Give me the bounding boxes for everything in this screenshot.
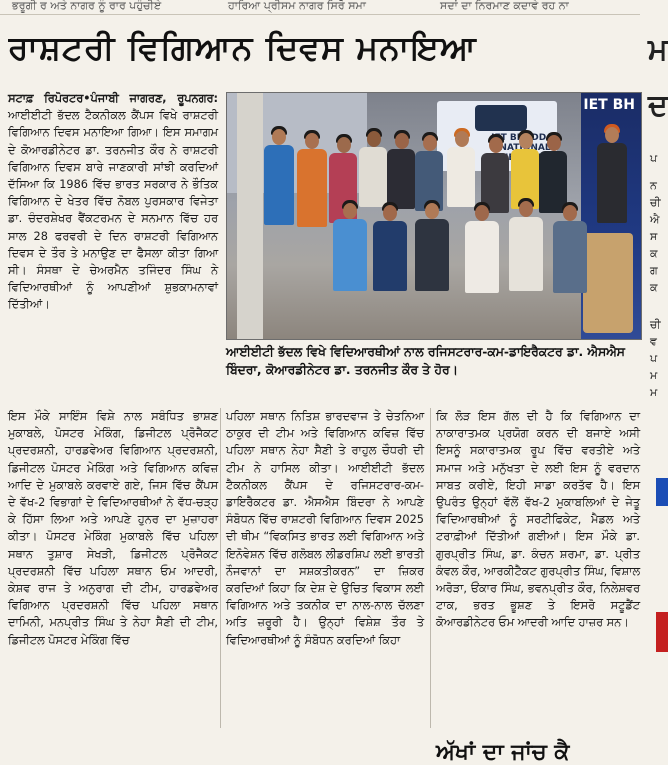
backdrop-text: IET BH xyxy=(583,97,635,113)
photo-pillar xyxy=(237,93,263,339)
fragment: ਪ xyxy=(650,152,658,165)
photo-caption: ਆਈਈਟੀ ਭੱਦਲ ਵਿਖੇ ਵਿਦਿਆਰਥੀਆਂ ਨਾਲ ਰਜਿਸਟਰਾਰ-ਕਮ-ਡਾਇਰੈਕਟਰ ਡਾ. ਐਸਐਸ ਬਿੰਦਰਾ, ਕੋਆਰਡੀਨੇਟਰ ਡਾ. ਤਰਨਜੀਤ ਕੌਰ ਤੇ ਹੋਰ। xyxy=(226,345,625,377)
adjacent-red-block xyxy=(656,612,668,652)
column-2 xyxy=(226,408,424,649)
fragment: ਸ xyxy=(650,230,658,243)
fragment: ਮ xyxy=(650,386,658,399)
column-divider xyxy=(430,408,431,728)
column-3 xyxy=(436,408,640,632)
col1-bottom-text: ਇਸ ਮੌਕੇ ਸਾਇੰਸ ਵਿਸ਼ੇ ਨਾਲ ਸਬੰਧਿਤ ਭਾਸ਼ਣ ਮੁਕਾਬਲੇ, ਪੋਸਟਰ ਮੇਕਿੰਗ, ਡਿਜੀਟਲ ਪ੍ਰੋਜੈਕਟ ਪ੍ਰਦਰਸ਼ਨੀ, ਹਾਰਡਵੇਅਰ ਵਿਗਿਆਨ ਪ੍ਰਦਰਸ਼ਨੀ, ਡਿਜੀਟਲ ਪੋਸਟਰ ਮੇਕਿੰਗ ਅਤੇ ਵਿਗਿਆਨ ਕਵਿਜ਼ ਆਦਿ ਦੇ ਮੁਕਾਬਲੇ ਕਰਵਾਏ ਗਏ, ਜਿਸ ਵਿੱਚ ਕੈਂਪਸ ਦੇ ਵੱਖ-2 ਵਿਭਾਗਾਂ ਦੇ ਵਿਦਿਆਰਥੀਆਂ ਨੇ ਵੱਧ-ਚੜ੍ਹ ਕੇ ਹਿੱਸਾ ਲਿਆ ਅਤੇ ਆਪਣੇ ਹੁਨਰ ਦਾ ਮੁਜ਼ਾਹਰਾ ਕੀਤਾ। ਪੋਸਟਰ ਮੇਕਿੰਗ ਮੁਕਾਬਲੇ ਵਿੱਚ ਪਹਿਲਾ ਸਥਾਨ ਤੁਸ਼ਾਰ ਸੇਖੜੀ, ਡਿਜੀਟਲ ਪ੍ਰੋਜੈਕਟ ਪ੍ਰਦਰਸ਼ਨੀ ਵਿੱਚ ਪਹਿਲਾ ਸਥਾਨ ਓਮ ਆਦਰੀ, ਕੇਸ਼ਵ ਰਾਜ ਤੇ ਅਨੁਰਾਗ ਦੀ ਟੀਮ, ਹਾਰਡਵੇਅਰ ਵਿਗਿਆਨ ਪ੍ਰਦਰਸ਼ਨੀ ਵਿੱਚ ਪਹਿਲਾ ਸਥਾਨ ਦਾਮਿਨੀ, ਮਨਪ੍ਰੀਤ ਸਿੰਘ ਤੇ ਨੇਹਾ ਸੈਣੀ ਦੀ ਟੀਮ, ਡਿਜੀਟਲ ਪੋਸਟਰ ਮੇਕਿੰਗ ਵਿੱਚ xyxy=(8,410,218,647)
adjacent-blue-block xyxy=(656,478,668,506)
column-1-top xyxy=(8,90,218,314)
adjacent-headline-letter-1: ਮ xyxy=(648,32,668,67)
fragment: ਚੀ xyxy=(650,318,661,331)
banner-logo-icon xyxy=(475,105,527,131)
fragment: ਐ xyxy=(650,213,660,226)
fragment: ਮ xyxy=(650,369,658,382)
top-strip-text-3: ਸਦਾਂ ਦਾ ਨਿਰਮਾਣ ਕਦਾਵੇ ਰਹ ਨਾ xyxy=(440,0,569,12)
col1-top-text: ਆਈਈਟੀ ਭੱਦਲ ਟੈਕਨੀਕਲ ਕੈਂਪਸ ਵਿਖੇ ਰਾਸ਼ਟਰੀ ਵਿਗਿਆਨ ਦਿਵਸ ਮਨਾਇਆ ਗਿਆ। ਇਸ ਸਮਾਗਮ ਦੇ ਕੋਆਰਡੀਨੇਟਰ ਡਾ. ਤਰਨਜੀਤ ਕੌਰ ਨੇ ਰਾਸ਼ਟਰੀ ਵਿਗਿਆਨ ਦਿਵਸ ਬਾਰੇ ਜਾਣਕਾਰੀ ਸਾਂਝੀ ਕਰਦਿਆਂ ਦੱਸਿਆ ਕਿ 1986 ਵਿੱਚ ਭਾਰਤ ਸਰਕਾਰ ਨੇ ਭੌਤਿਕ ਵਿਗਿਆਨ ਦੇ ਖੇਤਰ ਵਿੱਚ ਨੋਬਲ ਪੁਰਸਕਾਰ ਵਿਜੇਤਾ ਡਾ. ਚੰਦਰਸ਼ੇਖਰ ਵੈਂਕਟਰਮਨ ਦੇ ਸਨਮਾਨ ਵਿੱਚ ਹਰ ਸਾਲ 28 ਫਰਵਰੀ ਦੇ ਦਿਨ ਰਾਸ਼ਟਰੀ ਵਿਗਿਆਨ ਦਿਵਸ ਦੇ ਤੌਰ ਤੇ ਮਨਾਉਣ ਦਾ ਫੈਸਲਾ ਕੀਤਾ ਗਿਆ ਸੀ। ਸੰਸਥਾ ਦੇ ਚੇਅਰਮੈਨ ਤਜਿੰਦਰ ਸਿੰਘ ਨੇ ਵਿਦਿਆਰਥੀਆਂ ਨੂੰ ਆਪਣੀਆਂ ਸ਼ੁਭਕਾਮਨਾਵਾਂ ਦਿੱਤੀਆਂ। xyxy=(8,109,218,312)
col2-text: ਪਹਿਲਾ ਸਥਾਨ ਨਿਤਿਸ਼ ਭਾਰਦਵਾਜ ਤੇ ਚੇਤਨਿਆ ਠਾਕੁਰ ਦੀ ਟੀਮ ਅਤੇ ਵਿਗਿਆਨ ਕਵਿਜ਼ ਵਿੱਚ ਪਹਿਲਾ ਸਥਾਨ ਨੇਹਾ ਸੈਣੀ ਤੇ ਰਾਹੁਲ ਚੌਧਰੀ ਦੀ ਟੀਮ ਨੇ ਹਾਸਿਲ ਕੀਤਾ। ਆਈਈਟੀ ਭੱਦਲ ਟੈਕਨੀਕਲ ਕੈਂਪਸ ਦੇ ਰਜਿਸਟਰਾਰ-ਕਮ-ਡਾਇਰੈਕਟਰ ਡਾ. ਐਸਐਸ ਬਿੰਦਰਾ ਨੇ ਆਪਣੇ ਸੰਬੋਧਨ ਵਿੱਚ ਰਾਸ਼ਟਰੀ ਵਿਗਿਆਨ ਦਿਵਸ 2025 ਦੀ ਥੀਮ “ਵਿਕਸਿਤ ਭਾਰਤ ਲਈ ਵਿਗਿਆਨ ਅਤੇ ਇਨੋਵੇਸ਼ਨ ਵਿੱਚ ਗਲੋਬਲ ਲੀਡਰਸ਼ਿਪ ਲਈ ਭਾਰਤੀ ਨੌਜਵਾਨਾਂ ਦਾ ਸਸ਼ਕਤੀਕਰਨ” ਦਾ ਜ਼ਿਕਰ ਕਰਦਿਆਂ ਕਿਹਾ ਕਿ ਦੇਸ਼ ਦੇ ਉਚਿਤ ਵਿਕਾਸ ਲਈ ਵਿਗਿਆਨ ਅਤੇ ਤਕਨੀਕ ਦਾ ਨਾਲ-ਨਾਲ ਚੱਲਣਾ ਅਤਿ ਜ਼ਰੂਰੀ ਹੈ। ਉਨ੍ਹਾਂ ਵਿਸ਼ੇਸ਼ ਤੌਰ ਤੇ ਵਿਦਿਆਰਥੀਆਂ ਨੂੰ ਸੰਬੋਧਨ ਕਰਦਿਆਂ ਕਿਹਾ xyxy=(226,410,424,647)
group-photo xyxy=(226,92,642,340)
fragment: ਵ xyxy=(650,335,657,348)
top-strip-text-1: ਭਰੂਗੀ ਰ ਅਤੇ ਨਾਗਰ ਨੂੰ ਰਾਰ ਪਹੁੰਚੀਏ xyxy=(12,0,162,12)
fragment: ਨ xyxy=(650,179,657,192)
column-divider xyxy=(220,408,221,728)
adjacent-text-fragments xyxy=(650,150,668,401)
podium xyxy=(583,233,633,333)
adjacent-article-edge xyxy=(642,0,668,755)
banner-text: BHADDAL xyxy=(509,133,559,143)
top-strip xyxy=(0,0,640,15)
next-article-headline: ਅੱਖਾਂ ਦਾ ਜਾਂਚ ਕੈ xyxy=(436,740,570,765)
fragment: ਗ xyxy=(650,264,658,277)
fragment: ਪ xyxy=(650,352,658,365)
column-1-bottom xyxy=(8,408,218,649)
top-strip-text-2: ਹਾਰਿਆ ਪ੍ਰੀਸਮ ਨਾਗਰ ਸਿਰੋ ਸਮਾ xyxy=(228,0,366,12)
fragment: ਕ xyxy=(650,281,658,294)
col3-text: ਕਿ ਲੋੜ ਇਸ ਗੱਲ ਦੀ ਹੈ ਕਿ ਵਿਗਿਆਨ ਦਾ ਨਾਕਾਰਾਤਮਕ ਪ੍ਰਯੋਗ ਕਰਨ ਦੀ ਬਜਾਏ ਅਸੀ ਇਸਨੂੰ ਸਕਾਰਾਤਮਕ ਰੂਪ ਵਿੱਚ ਵਰਤੀਏ ਅਤੇ ਸਮਾਜ ਅਤੇ ਮਨੁੱਖਤਾ ਦੇ ਲਈ ਇਸ ਨੂੰ ਵਰਦਾਨ ਸਾਬਤ ਕਰੀਏ, ਇਹੀ ਸਾਡਾ ਕਰਤੱਵ ਹੈ। ਇਸ ਉਪਰੰਤ ਉਨ੍ਹਾਂ ਵੱਲੋਂ ਵੱਖ-2 ਮੁਕਾਬਲਿਆਂ ਦੇ ਜੇਤੂ ਵਿਦਿਆਰਥੀਆਂ ਨੂੰ ਸਰਟੀਫਿਕੇਟ, ਮੈਡਲ ਅਤੇ ਟਰਾਫ਼ੀਆਂ ਦਿੱਤੀਆਂ ਗਈਆਂ। ਇਸ ਮੌਕੇ ਡਾ. ਗੁਰਪ੍ਰੀਤ ਸਿੰਘ, ਡਾ. ਕੰਚਨ ਸ਼ਰਮਾ, ਡਾ. ਪ੍ਰੀਤ ਕੰਵਲ ਕੌਰ, ਆਰਕੀਟੈਕਟ ਗੁਰਪ੍ਰੀਤ ਸਿੰਘ, ਵਿਸ਼ਾਲ ਅਰੋੜਾ, ਓਂਕਾਰ ਸਿੰਘ, ਭਵਨਪ੍ਰੀਤ ਕੌਰ, ਨਿਲੇਸ਼ਵਰ ਟਾਕ, ਭਰਤ ਭੂਸ਼ਣ ਤੇ ਇਸਰੋ ਸਟੂਡੈਂਟ ਕੋਆਰਡੀਨੇਟਰ ਓਮ ਆਦਰੀ ਆਦਿ ਹਾਜ਼ਰ ਸਨ। xyxy=(436,410,640,630)
fragment: ਚੀ xyxy=(650,196,661,209)
adjacent-headline-letter-2: ਦ xyxy=(648,88,668,123)
byline: ਸਟਾਫ਼ ਰਿਪੋਰਟਰ•ਪੰਜਾਬੀ ਜਾਗਰਣ, ਰੂਪਨਗਰ: xyxy=(8,92,218,105)
fragment: ਕ xyxy=(650,247,658,260)
headline: ਰਾਸ਼ਟਰੀ ਵਿਗਿਆਨ ਦਿਵਸ ਮਨਾਇਆ xyxy=(8,28,477,67)
